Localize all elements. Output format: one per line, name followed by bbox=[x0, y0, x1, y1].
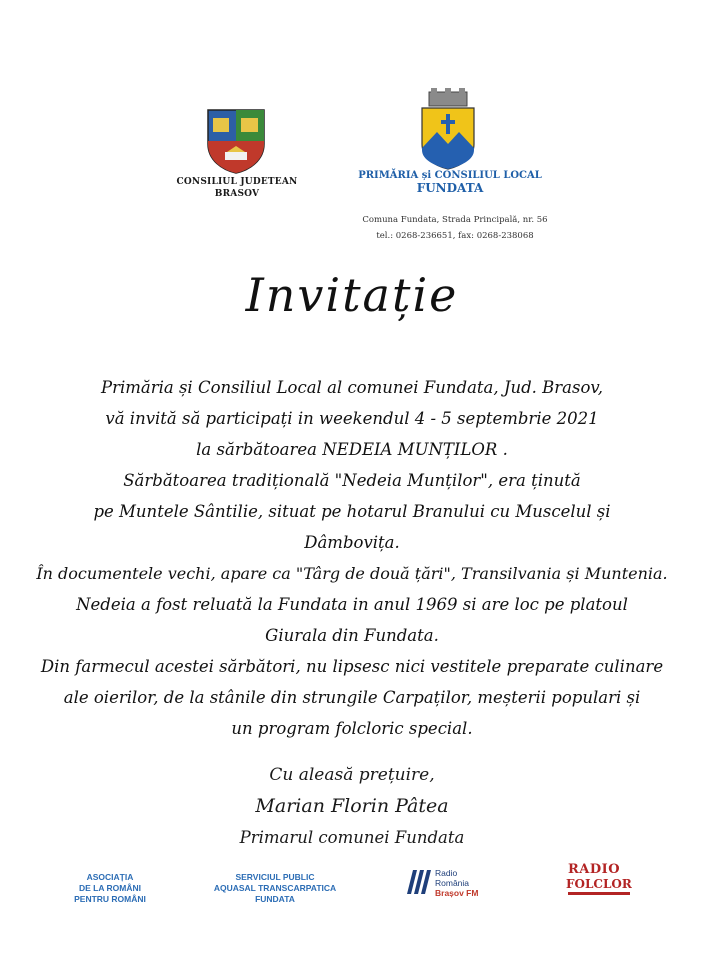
signatory-role: Primarul comunei Fundata bbox=[239, 828, 465, 847]
divider bbox=[568, 892, 630, 895]
consiliul-judetean-crest-icon bbox=[205, 108, 267, 174]
body-line: vă invită să participați in weekendul 4 - 5 septembrie 2021 bbox=[105, 409, 599, 428]
body-line: Sărbătoarea tradițională "Nedeia Munților", era ținută bbox=[123, 471, 581, 490]
signatory-name: Marian Florin Pâtea bbox=[255, 795, 449, 817]
sponsor-asociatia: ASOCIAȚIA DE LA ROMÂNI PENTRU ROMÂNI bbox=[74, 872, 146, 904]
body-line: ale oierilor, de la stânile din strungile Carpaților, meșterii populari și bbox=[63, 688, 641, 707]
body-line: la sărbătoarea NEDEIA MUNȚILOR . bbox=[196, 440, 508, 459]
body-line: Primăria și Consiliul Local al comunei Fundata, Jud. Brasov, bbox=[100, 378, 604, 397]
invitation-title: Invitație bbox=[245, 268, 459, 322]
body-line: Din farmecul acestei sărbători, nu lipsesc nici vestitele preparate culinare bbox=[40, 657, 664, 676]
sponsor-radio-brasov: Radio România Brașov FM bbox=[405, 866, 500, 900]
primaria-fundata-crest-icon bbox=[419, 86, 477, 170]
radio-romania-logo-icon bbox=[405, 868, 431, 896]
body-line: Dâmbovița. bbox=[304, 533, 400, 552]
body-line: Nedeia a fost reluată la Fundata in anul 1969 si are loc pe platoul bbox=[76, 595, 628, 614]
sponsor-serviciul-public: SERVICIUL PUBLIC AQUASAL TRANSCARPATICA FUNDATA bbox=[213, 872, 337, 904]
regards-line: Cu aleasă prețuire, bbox=[269, 765, 435, 785]
body-line: Giurala din Fundata. bbox=[265, 626, 439, 645]
contact-address: Comuna Fundata, Strada Principală, nr. 56 tel.: 0268-236651, fax: 0268-238068 bbox=[362, 215, 548, 241]
body-line: În documentele vechi, apare ca "Târg de două țări", Transilvania și Muntenia. bbox=[36, 564, 668, 583]
body-line: pe Muntele Sântilie, situat pe hotarul Branului cu Muscelul și bbox=[93, 502, 611, 521]
consiliul-judetean-label: CONSILIUL JUDETEAN BRASOV bbox=[176, 177, 298, 199]
sponsor-radio-folclor: RADIO FOLCLOR bbox=[565, 860, 637, 900]
primaria-fundata-label: PRIMĂRIA și CONSILIUL LOCAL FUNDATA bbox=[358, 170, 542, 195]
invitation-body bbox=[0, 372, 704, 744]
body-line: un program folcloric special. bbox=[231, 719, 473, 738]
